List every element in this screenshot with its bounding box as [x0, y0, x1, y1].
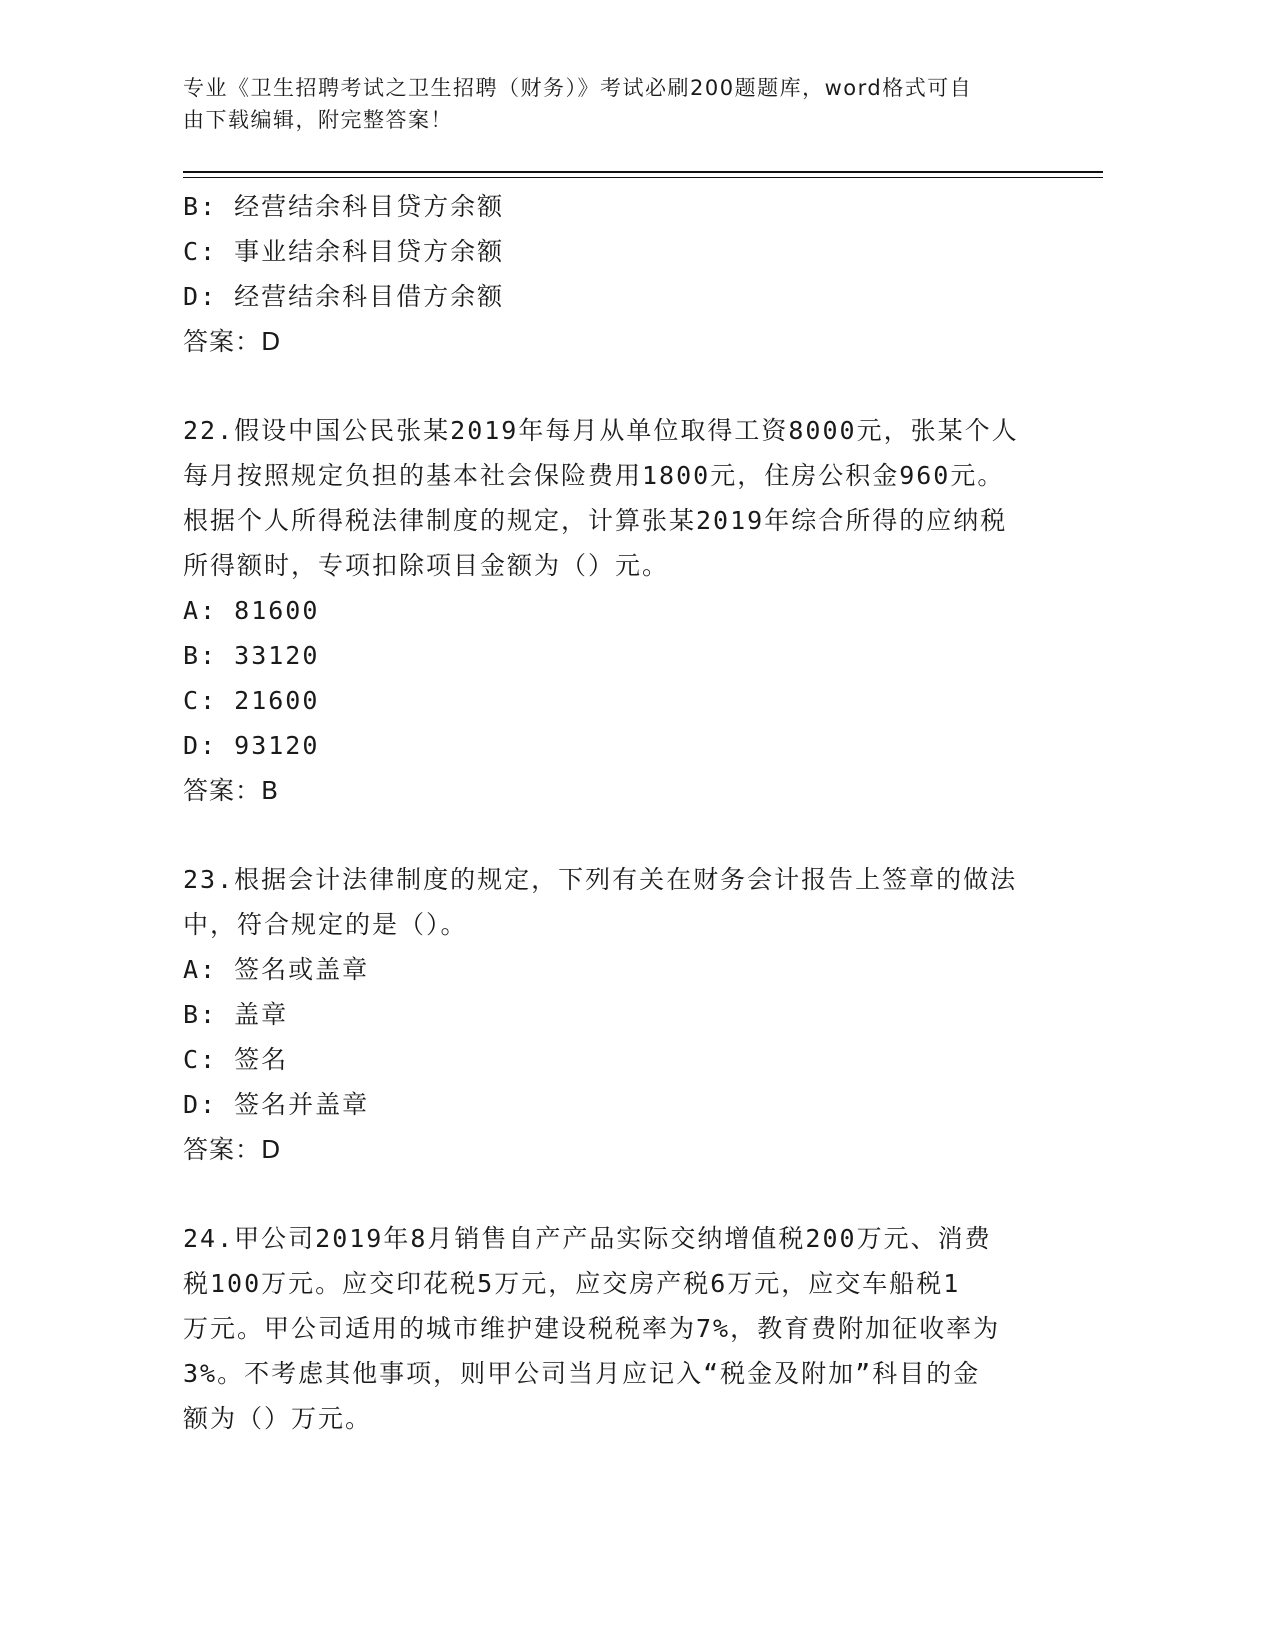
header-divider-thin [183, 177, 1103, 178]
option-a: A: 签名或盖章 [183, 955, 370, 984]
answer-line: 答案：B [183, 776, 280, 805]
option-d: D: 经营结余科目借方余额 [183, 282, 505, 311]
question-text-line: 23.根据会计法律制度的规定，下列有关在财务会计报告上签章的做法 [183, 865, 1018, 894]
header-line-2: 由下载编辑，附完整答案！ [183, 108, 453, 132]
header-divider-thick [183, 171, 1103, 173]
document-body [183, 184, 1083, 1441]
header-line-1: 专业《卫生招聘考试之卫生招聘（财务）》考试必刷200题题库，word格式可自 [183, 76, 973, 100]
question-text-line: 每月按照规定负担的基本社会保险费用1800元，住房公积金960元。 [183, 461, 1005, 490]
option-b: B: 33120 [183, 641, 320, 670]
question-text-line: 税100万元。应交印花税5万元，应交房产税6万元，应交车船税1 [183, 1269, 961, 1298]
question-23 [183, 857, 1083, 1172]
question-text-line: 所得额时，专项扣除项目金额为（）元。 [183, 551, 670, 580]
option-c: C: 21600 [183, 686, 320, 715]
question-text-line: 根据个人所得税法律制度的规定，计算张某2019年综合所得的应纳税 [183, 506, 1008, 535]
option-b: B: 经营结余科目贷方余额 [183, 192, 505, 221]
question-text-line: 3%。不考虑其他事项，则甲公司当月应记入“税金及附加”科目的金 [183, 1359, 981, 1388]
option-c: C: 事业结余科目贷方余额 [183, 237, 505, 266]
document-header [183, 72, 1063, 136]
spacer [183, 813, 1083, 857]
question-text-line: 额为（）万元。 [183, 1404, 373, 1433]
option-a: A: 81600 [183, 596, 320, 625]
option-b: B: 盖章 [183, 1000, 289, 1029]
spacer [183, 364, 1083, 408]
question-text-line: 22.假设中国公民张某2019年每月从单位取得工资8000元，张某个人 [183, 416, 1019, 445]
option-d: D: 签名并盖章 [183, 1090, 370, 1119]
answer-line: 答案：D [183, 327, 282, 356]
option-d: D: 93120 [183, 731, 320, 760]
question-24 [183, 1216, 1083, 1441]
option-c: C: 签名 [183, 1045, 289, 1074]
answer-line: 答案：D [183, 1135, 282, 1164]
question-text-line: 24.甲公司2019年8月销售自产产品实际交纳增值税200万元、消费 [183, 1224, 992, 1253]
question-text-line: 中，符合规定的是（）。 [183, 910, 468, 939]
question-text-line: 万元。甲公司适用的城市维护建设税税率为7%，教育费附加征收率为 [183, 1314, 1001, 1343]
question-21 [183, 184, 1083, 364]
spacer [183, 1172, 1083, 1216]
question-22 [183, 408, 1083, 813]
